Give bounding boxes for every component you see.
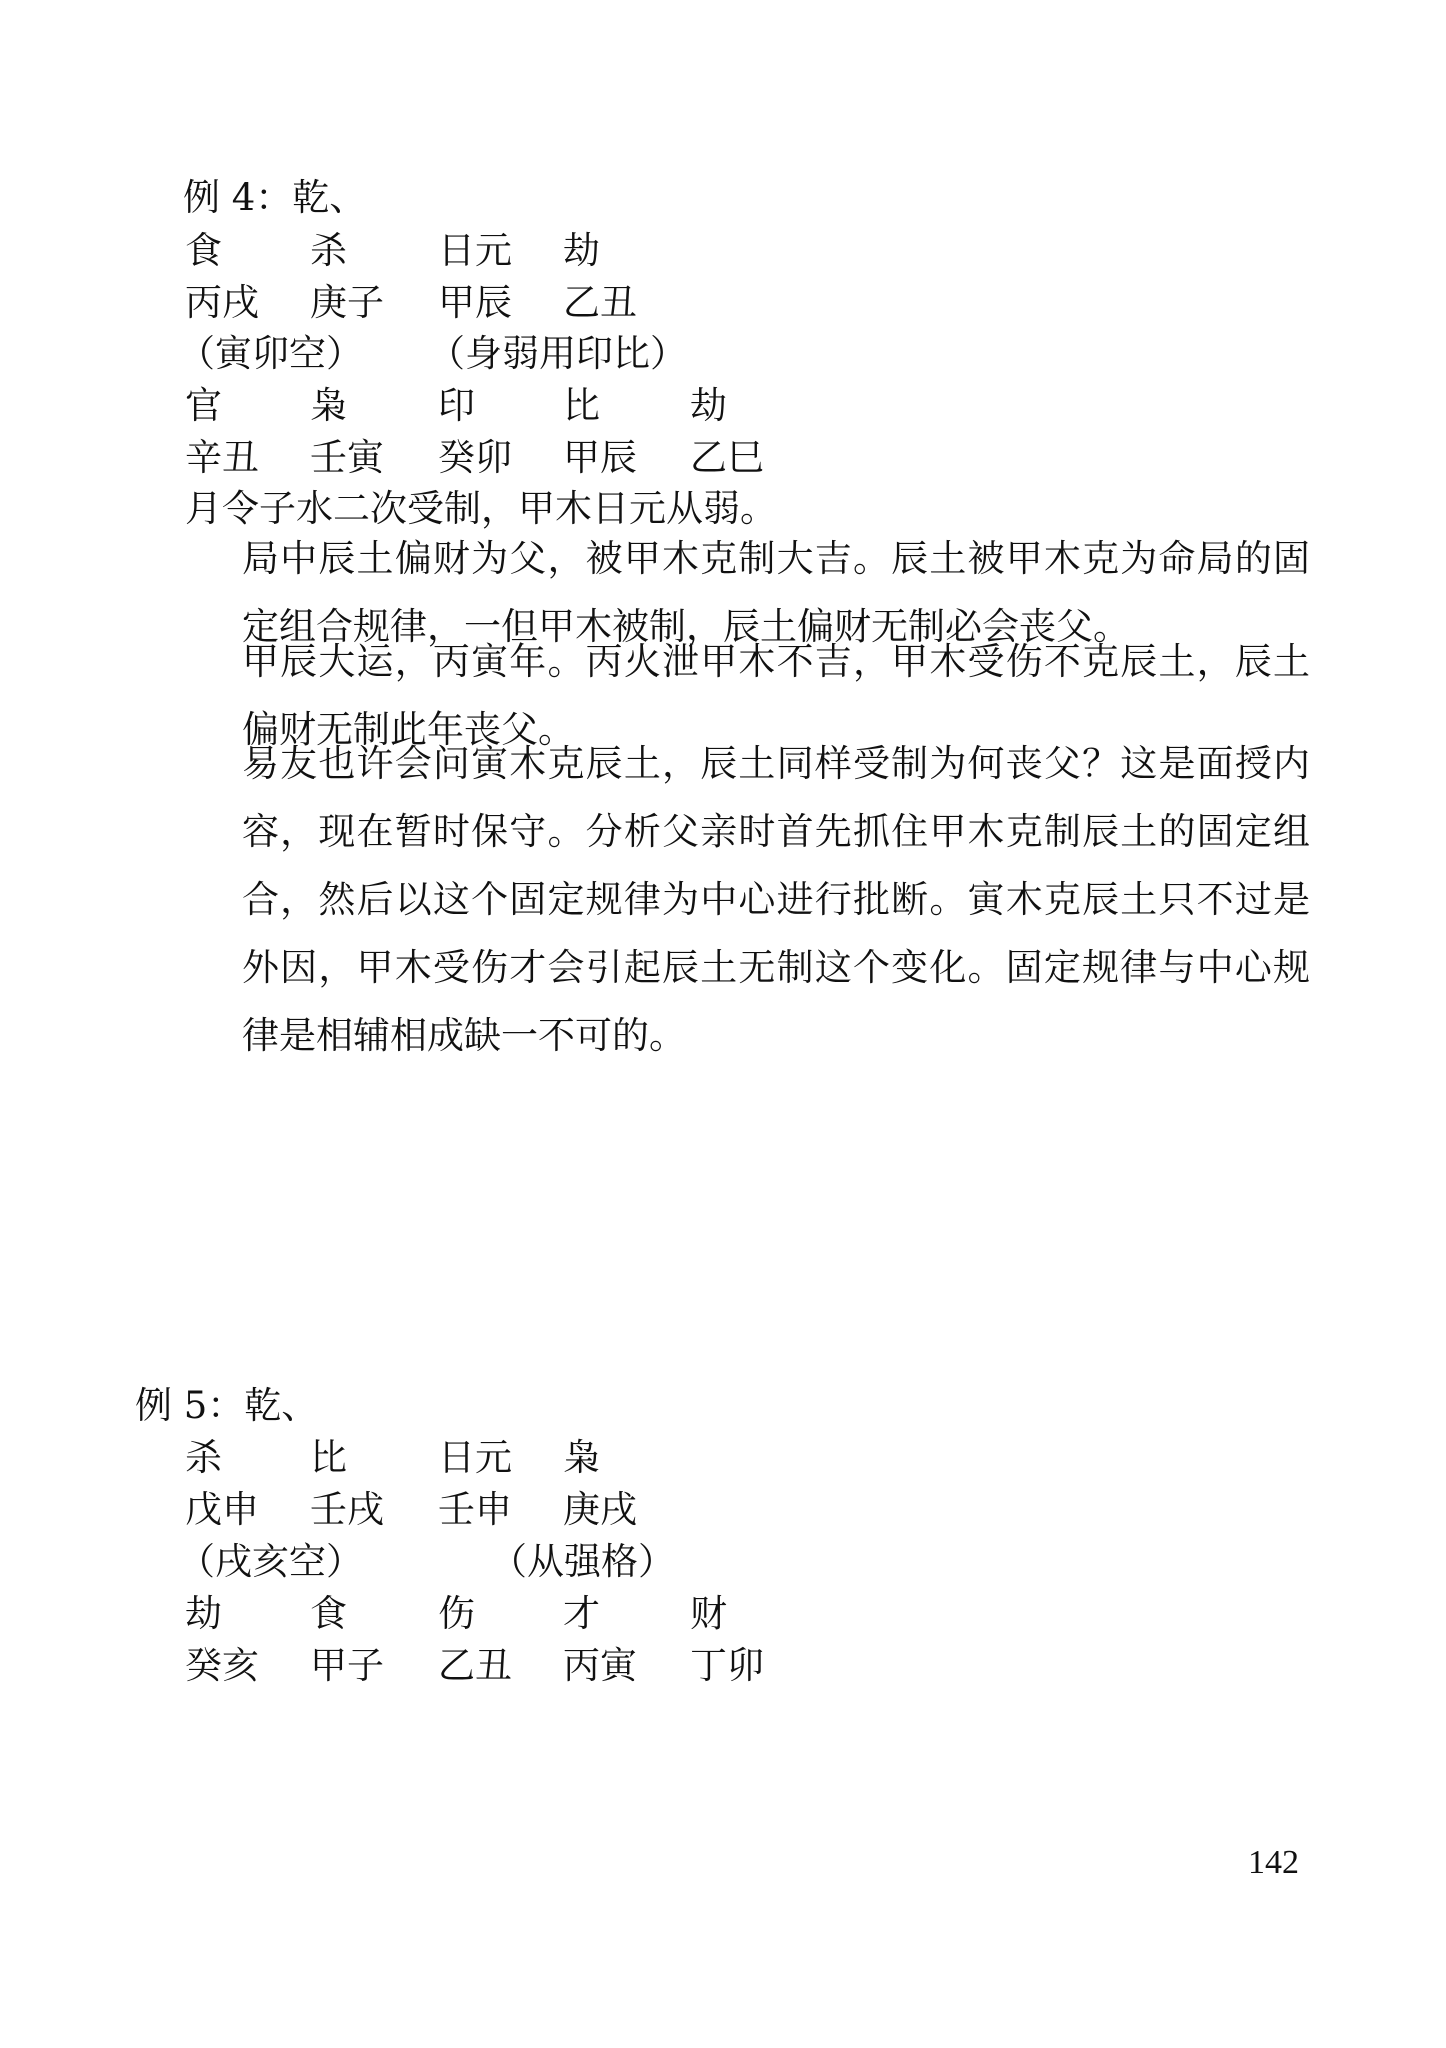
pillar-label: 食 — [185, 229, 222, 272]
example-5-title: 例 5：乾、 — [135, 1384, 319, 1427]
pillar: 乙丑 — [563, 281, 637, 324]
pillar-label: 杀 — [310, 229, 347, 272]
luck-pillar: 乙丑 — [438, 1644, 512, 1687]
void-note: （戌亥空） — [178, 1540, 363, 1583]
paragraph-text: 易友也许会问寅木克辰土，辰土同样受制为何丧父？这是面授内容，现在暂时保守。分析父亲时首先抓住甲木克制辰土的固定组合，然后以这个固定规律为中心进行批断。寅木克辰土只不过是外因，甲木受伤才会引起辰土无制这个变化。固定规律与中心规律是相辅相成缺一不可的。 — [242, 742, 1310, 1057]
paragraph-text: 甲辰大运，丙寅年。丙火泄甲木不吉，甲木受伤不克辰土，辰土偏财无制此年丧父。 — [242, 640, 1310, 751]
luck-pillar: 丁卯 — [690, 1644, 764, 1687]
pillar: 壬戌 — [310, 1488, 384, 1531]
pillar-label: 枭 — [563, 1436, 600, 1479]
void-note: （寅卯空） — [178, 332, 363, 375]
pillar: 壬申 — [438, 1488, 512, 1531]
luck-label: 比 — [563, 384, 600, 427]
pillar-label: 劫 — [563, 229, 600, 272]
luck-pillar: 壬寅 — [310, 436, 384, 479]
luck-label: 才 — [563, 1592, 600, 1635]
paragraph-conclusion: 月令子水二次受制，甲木日元从弱。 — [185, 487, 777, 530]
luck-label: 印 — [438, 384, 475, 427]
luck-pillar: 癸亥 — [185, 1644, 259, 1687]
luck-label: 官 — [185, 384, 222, 427]
luck-label: 劫 — [185, 1592, 222, 1635]
example-4-title: 例 4：乾、 — [183, 176, 367, 219]
strength-note: （身弱用印比） — [428, 332, 687, 375]
luck-pillar: 甲子 — [310, 1644, 384, 1687]
pillar: 庚子 — [310, 281, 384, 324]
page-number: 142 — [1248, 1844, 1299, 1881]
luck-label: 食 — [310, 1592, 347, 1635]
luck-pillar: 丙寅 — [563, 1644, 637, 1687]
luck-pillar: 甲辰 — [563, 436, 637, 479]
paragraph-explanation — [160, 730, 1310, 1070]
luck-pillar: 癸卯 — [438, 436, 512, 479]
luck-label: 财 — [690, 1592, 727, 1635]
pillar: 甲辰 — [438, 281, 512, 324]
pattern-note: （从强格） — [490, 1540, 675, 1583]
pillar-label: 日元 — [438, 229, 512, 272]
luck-label: 伤 — [438, 1592, 475, 1635]
paragraph-text: 局中辰土偏财为父，被甲木克制大吉。辰土被甲木克为命局的固定组合规律，一但甲木被制，辰土偏财无制必会丧父。 — [242, 537, 1310, 648]
luck-label: 枭 — [310, 384, 347, 427]
pillar: 丙戌 — [185, 281, 259, 324]
pillar: 戊申 — [185, 1488, 259, 1531]
pillar-label: 杀 — [185, 1436, 222, 1479]
luck-label: 劫 — [690, 384, 727, 427]
pillar-label: 比 — [310, 1436, 347, 1479]
pillar: 庚戌 — [563, 1488, 637, 1531]
luck-pillar: 乙巳 — [690, 436, 764, 479]
pillar-label: 日元 — [438, 1436, 512, 1479]
luck-pillar: 辛丑 — [185, 436, 259, 479]
